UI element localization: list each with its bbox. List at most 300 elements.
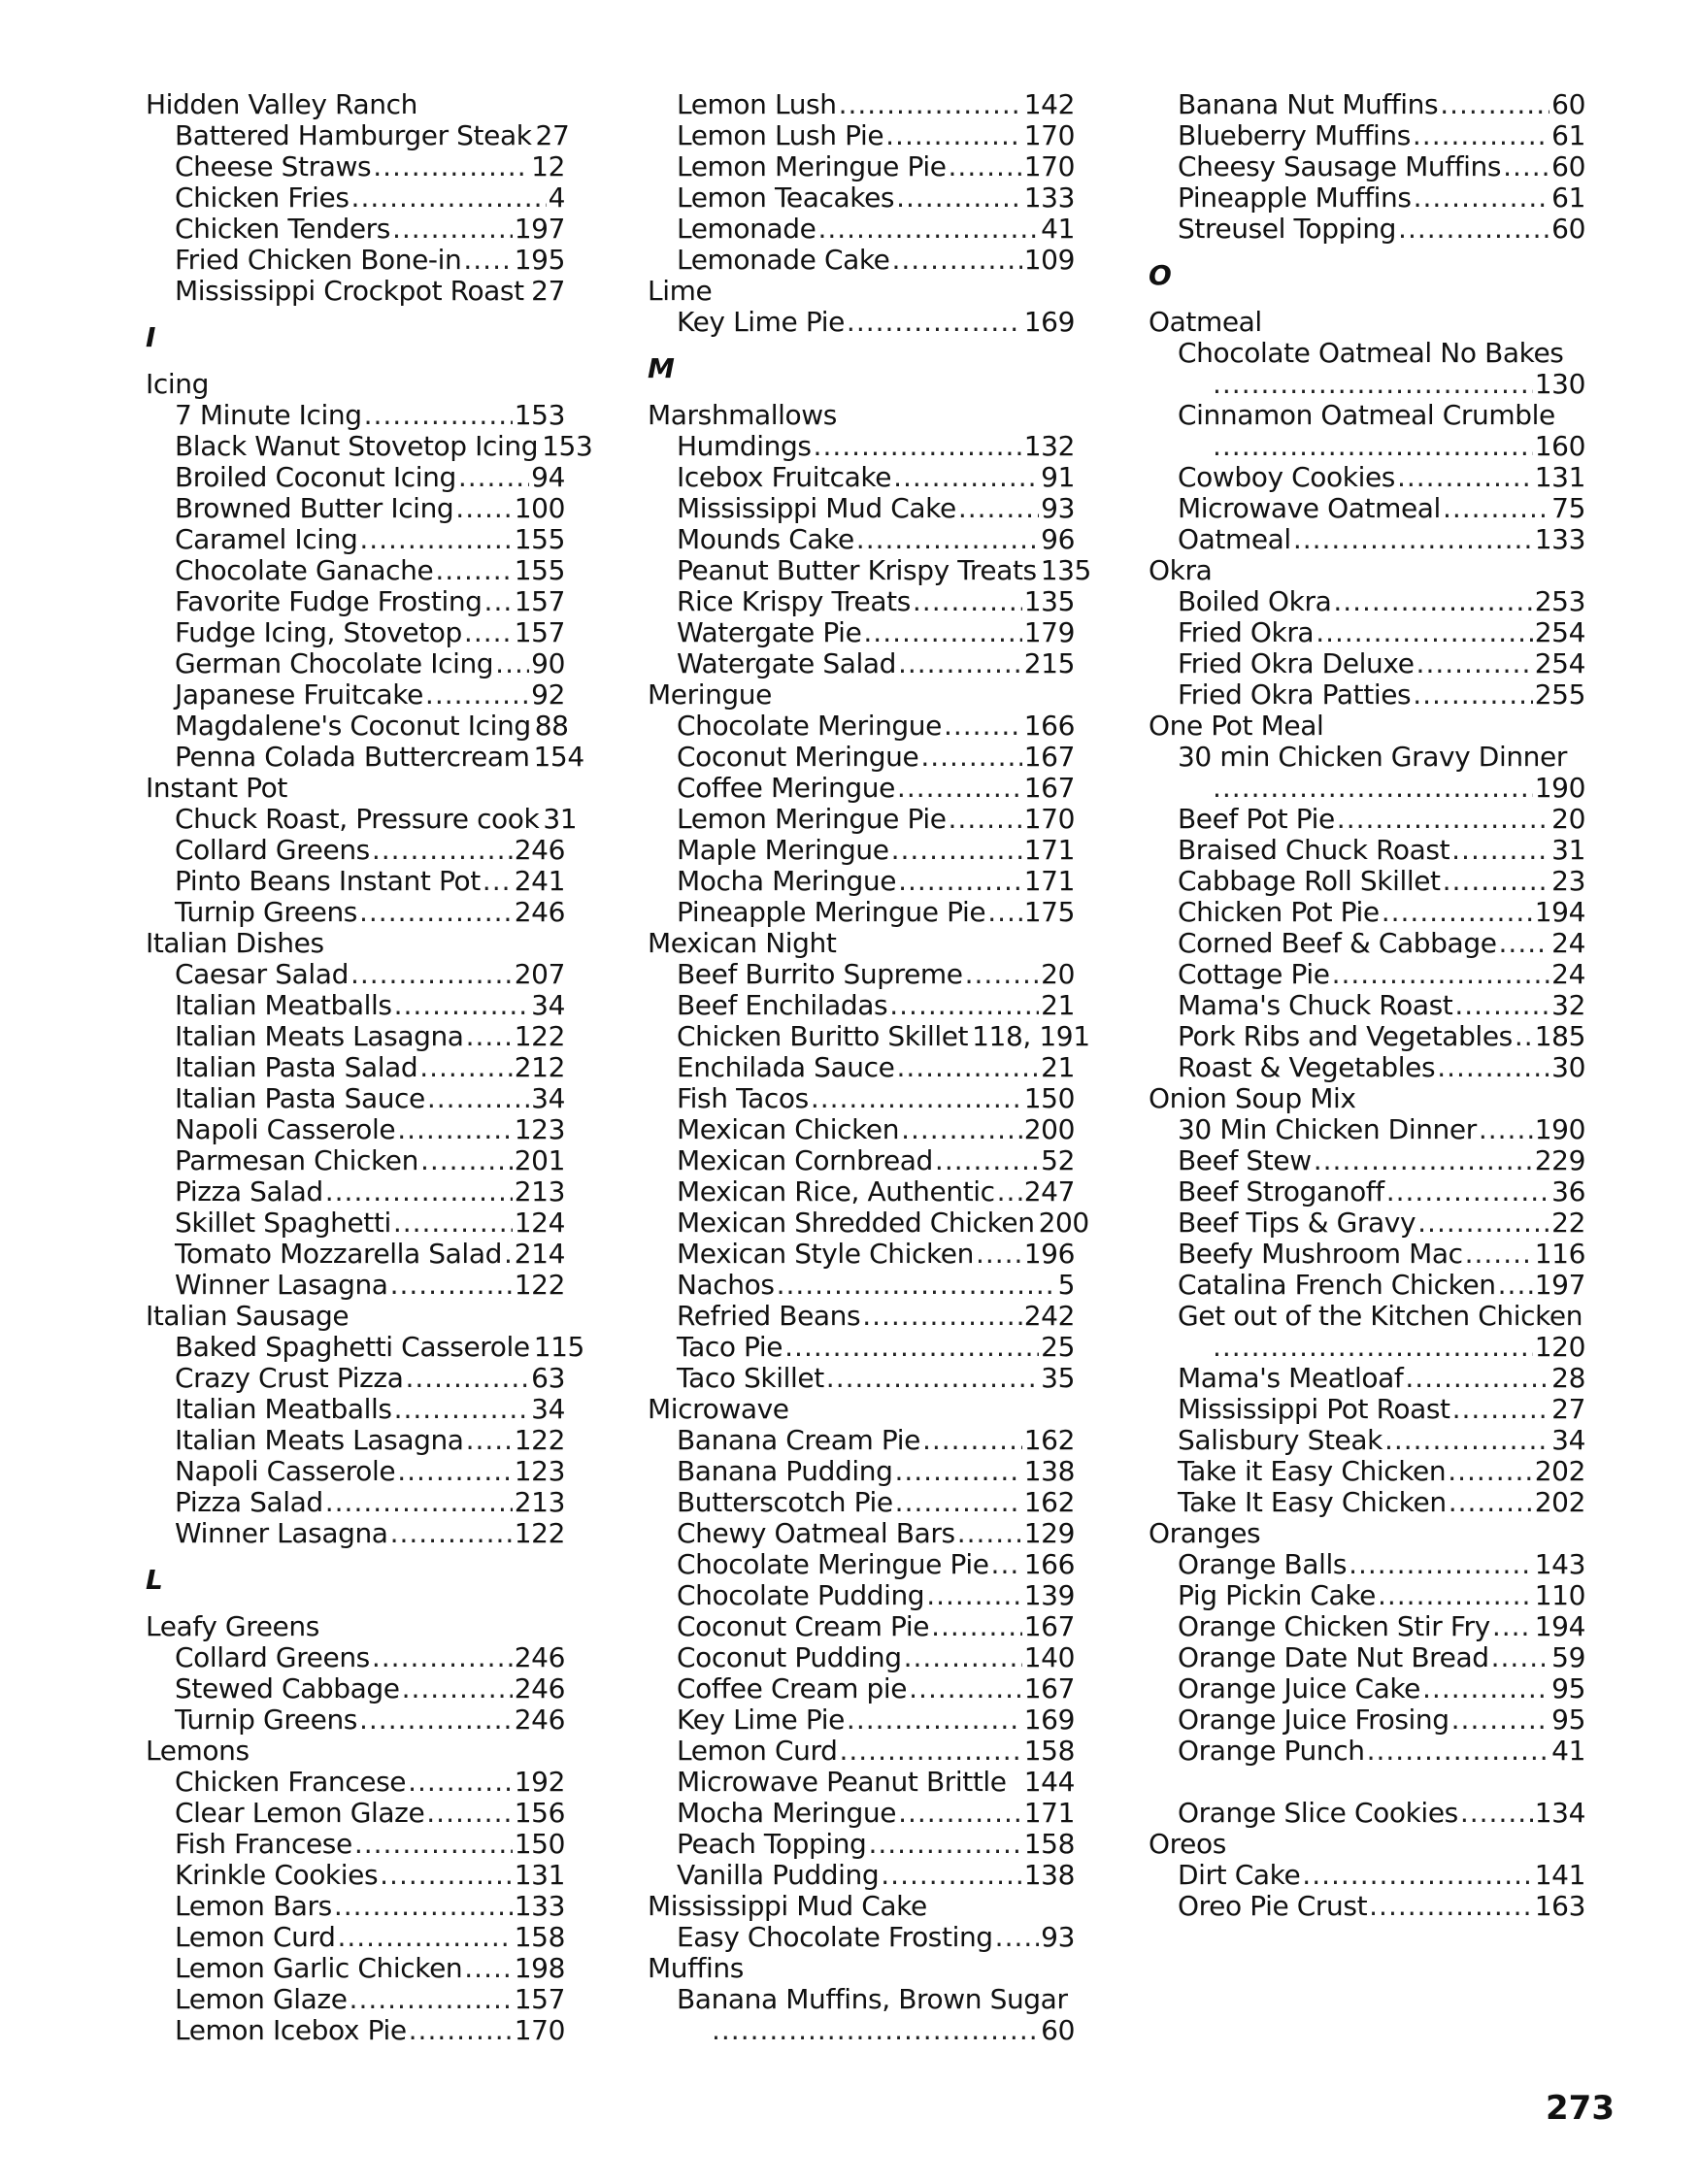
index-entry bbox=[1149, 1642, 1585, 1673]
index-entry bbox=[648, 1456, 1075, 1487]
entry-name: Chocolate Meringue Pie bbox=[677, 1548, 989, 1580]
entry-name: Beef Burrito Supreme bbox=[677, 958, 963, 990]
index-entry-continuation bbox=[1149, 773, 1585, 804]
index-entry bbox=[146, 1239, 565, 1270]
entry-page: 213 bbox=[514, 1486, 565, 1518]
entry-page: 60 bbox=[1551, 213, 1585, 245]
entry-page: 34 bbox=[1551, 1424, 1585, 1456]
leader-dots bbox=[1451, 1704, 1550, 1736]
index-entry bbox=[648, 1611, 1075, 1642]
entry-page: 34 bbox=[531, 1082, 565, 1114]
entry-name: Lemon Meringue Pie bbox=[677, 150, 947, 182]
entry-page: 150 bbox=[1023, 1082, 1075, 1114]
entry-page: 158 bbox=[1023, 1828, 1075, 1860]
leader-dots bbox=[868, 1829, 1021, 1860]
entry-page: 200 bbox=[1038, 1207, 1089, 1239]
leader-dots bbox=[359, 1704, 513, 1736]
entry-name: Mexican Style Chicken bbox=[677, 1238, 974, 1270]
entry-name: 30 min Chicken Gravy Dinner bbox=[1178, 741, 1567, 773]
entry-page: 93 bbox=[1041, 492, 1075, 524]
leader-dots bbox=[373, 151, 529, 182]
entry-page: 100 bbox=[514, 492, 565, 524]
index-entry bbox=[1149, 742, 1585, 773]
leader-dots bbox=[1316, 617, 1533, 648]
index-entry bbox=[1149, 1021, 1585, 1052]
index-entry bbox=[1149, 1270, 1585, 1301]
index-entry bbox=[146, 959, 565, 990]
entry-page: 27 bbox=[535, 119, 570, 151]
entry-name: Banana Muffins, Brown Sugar bbox=[677, 1983, 1068, 2015]
entry-name: Italian Pasta Salad bbox=[175, 1051, 418, 1083]
entry-page: 52 bbox=[1041, 1144, 1075, 1176]
entry-page: 36 bbox=[1551, 1175, 1585, 1208]
entry-page: 150 bbox=[514, 1828, 565, 1860]
entry-name: Nachos bbox=[677, 1269, 775, 1301]
index-entry bbox=[146, 1331, 584, 1363]
entry-name: Banana Nut Muffins bbox=[1178, 88, 1439, 120]
entry-page: 167 bbox=[1023, 1672, 1075, 1704]
entry-page: 246 bbox=[514, 896, 565, 928]
leader-dots bbox=[1384, 1425, 1549, 1456]
entry-page: 179 bbox=[1023, 616, 1075, 648]
entry-name: Clear Lemon Glaze bbox=[175, 1797, 425, 1829]
index-entry bbox=[648, 1083, 1075, 1114]
entry-page: 27 bbox=[1551, 1393, 1585, 1425]
leader-dots bbox=[1443, 493, 1549, 524]
leader-dots bbox=[359, 897, 513, 928]
index-entry bbox=[648, 1549, 1075, 1580]
index-heading: Marshmallows bbox=[648, 399, 837, 431]
entry-page: 12 bbox=[531, 150, 565, 182]
entry-name: Beef Tips & Gravy bbox=[1178, 1207, 1416, 1239]
index-entry bbox=[146, 524, 565, 555]
leader-dots bbox=[957, 1518, 1022, 1549]
index-entry bbox=[1149, 586, 1585, 617]
leader-dots bbox=[976, 1239, 1022, 1270]
index-entry bbox=[1149, 1208, 1585, 1239]
index-entry bbox=[648, 1301, 1075, 1332]
entry-name: Pizza Salad bbox=[175, 1486, 323, 1518]
leader-dots bbox=[889, 990, 1039, 1021]
index-entry bbox=[1149, 1301, 1585, 1332]
leader-dots bbox=[1499, 928, 1550, 959]
leader-dots bbox=[1498, 1270, 1533, 1301]
entry-page: 92 bbox=[531, 678, 565, 711]
entry-page: 212 bbox=[514, 1051, 565, 1083]
entry-page: 21 bbox=[1041, 989, 1075, 1021]
leader-dots bbox=[426, 1798, 512, 1829]
leader-dots bbox=[504, 1239, 513, 1270]
index-entry bbox=[648, 1332, 1075, 1363]
index-entry bbox=[146, 1518, 565, 1549]
entry-page: 4 bbox=[548, 182, 565, 214]
leader-dots bbox=[885, 120, 1022, 151]
index-entry bbox=[146, 151, 565, 182]
leader-dots bbox=[372, 1642, 513, 1673]
leader-dots bbox=[1369, 1891, 1533, 1922]
entry-name: Banana Pudding bbox=[677, 1455, 893, 1487]
entry-name: Boiled Okra bbox=[1178, 585, 1332, 617]
index-entry-continuation bbox=[648, 2015, 1075, 2046]
index-heading: Microwave bbox=[648, 1393, 789, 1425]
entry-page: 154 bbox=[533, 741, 584, 773]
entry-name: Mexican Chicken bbox=[677, 1113, 900, 1145]
index-entry bbox=[146, 276, 565, 307]
entry-name: Orange Juice Cake bbox=[1178, 1672, 1421, 1704]
index-entry bbox=[1149, 462, 1585, 493]
entry-name: Pizza Salad bbox=[175, 1175, 323, 1208]
entry-page: 122 bbox=[514, 1020, 565, 1052]
index-entry bbox=[648, 1580, 1075, 1611]
leader-dots bbox=[881, 1860, 1021, 1891]
entry-page: 131 bbox=[514, 1859, 565, 1891]
index-entry bbox=[146, 1642, 565, 1673]
entry-name: Italian Meats Lasagna bbox=[175, 1020, 464, 1052]
entry-name: Dirt Cake bbox=[1178, 1859, 1301, 1891]
entry-page: 192 bbox=[514, 1766, 565, 1798]
entry-name: Coconut Meringue bbox=[677, 741, 919, 773]
index-heading: Okra bbox=[1149, 554, 1213, 586]
index-entry bbox=[1149, 1239, 1585, 1270]
entry-page: 94 bbox=[531, 461, 565, 493]
entry-page: 194 bbox=[1534, 896, 1585, 928]
entry-page: 134 bbox=[1534, 1797, 1585, 1829]
entry-page: 61 bbox=[1551, 119, 1585, 151]
entry-name: Mama's Chuck Roast bbox=[1178, 989, 1453, 1021]
entry-page: 202 bbox=[1534, 1455, 1585, 1487]
entry-name: Krinkle Cookies bbox=[175, 1859, 379, 1891]
entry-name: Lemon Curd bbox=[175, 1921, 336, 1953]
index-entry bbox=[146, 2015, 565, 2046]
index-entry bbox=[1149, 1580, 1585, 1611]
entry-page: 144 bbox=[1023, 1766, 1075, 1798]
index-entry bbox=[1149, 1176, 1585, 1208]
entry-page: 194 bbox=[1534, 1610, 1585, 1642]
index-entry bbox=[648, 1487, 1075, 1518]
entry-name: Pineapple Muffins bbox=[1178, 182, 1412, 214]
index-entry bbox=[1149, 400, 1585, 431]
leader-dots bbox=[1314, 1145, 1533, 1176]
entry-name: Pig Pickin Cake bbox=[1178, 1579, 1376, 1611]
entry-page: 90 bbox=[531, 647, 565, 679]
leader-dots bbox=[1293, 524, 1533, 555]
entry-page: 116 bbox=[1534, 1238, 1585, 1270]
entry-name: 7 Minute Icing bbox=[175, 399, 362, 431]
index-entry bbox=[146, 1984, 565, 2015]
index-entry bbox=[146, 1456, 565, 1487]
entry-name: Turnip Greens bbox=[175, 896, 357, 928]
index-heading: Italian Dishes bbox=[146, 927, 324, 959]
leader-dots bbox=[896, 1052, 1039, 1083]
entry-name: Chicken Francese bbox=[175, 1766, 407, 1798]
entry-name: Oreo Pie Crust bbox=[1178, 1890, 1368, 1922]
leader-dots bbox=[1443, 866, 1550, 897]
leader-dots bbox=[1367, 1736, 1550, 1767]
entry-name: Easy Chocolate Frosting bbox=[677, 1921, 993, 1953]
entry-page: 213 bbox=[514, 1175, 565, 1208]
index-heading: Meringue bbox=[648, 678, 772, 711]
entry-name: Fish Tacos bbox=[677, 1082, 809, 1114]
index-entry bbox=[648, 182, 1075, 214]
leader-dots bbox=[1398, 214, 1549, 245]
index-entry bbox=[648, 1052, 1075, 1083]
entry-page: 167 bbox=[1023, 772, 1075, 804]
entry-name: Winner Lasagna bbox=[175, 1517, 388, 1549]
entry-name: Mexican Cornbread bbox=[677, 1144, 933, 1176]
index-entry bbox=[648, 462, 1075, 493]
leader-dots bbox=[1386, 1176, 1549, 1208]
entry-page: 27 bbox=[531, 275, 565, 307]
leader-dots bbox=[397, 1114, 513, 1145]
entry-page: 34 bbox=[531, 989, 565, 1021]
leader-dots bbox=[1213, 369, 1533, 400]
entry-page: 246 bbox=[514, 834, 565, 866]
index-entry bbox=[648, 151, 1075, 182]
index-entry bbox=[146, 835, 565, 866]
index-entry bbox=[146, 586, 565, 617]
index-entry bbox=[648, 835, 1075, 866]
entry-page: 141 bbox=[1534, 1859, 1585, 1891]
entry-name: Pinto Beans Instant Pot bbox=[175, 865, 481, 897]
entry-name: Mocha Meringue bbox=[677, 1797, 897, 1829]
leader-dots bbox=[1213, 1332, 1533, 1363]
index-entry bbox=[648, 1363, 1075, 1394]
entry-name: Beef Stew bbox=[1178, 1144, 1312, 1176]
index-entry bbox=[1149, 214, 1585, 245]
index-entry bbox=[146, 1394, 565, 1425]
leader-dots bbox=[997, 1176, 1022, 1208]
entry-name: Fried Okra Deluxe bbox=[1178, 647, 1415, 679]
entry-page: 170 bbox=[1023, 119, 1075, 151]
index-entry bbox=[648, 1239, 1075, 1270]
entry-page: 31 bbox=[543, 803, 578, 835]
leader-dots bbox=[455, 493, 512, 524]
index-entry bbox=[146, 1052, 565, 1083]
leader-dots bbox=[826, 1363, 1039, 1394]
entry-page: 115 bbox=[533, 1331, 584, 1363]
leader-dots bbox=[712, 2015, 1039, 2046]
index-entry bbox=[648, 1984, 1075, 2015]
index-entry bbox=[1149, 89, 1585, 120]
entry-name: Mexican Rice, Authentic bbox=[677, 1175, 995, 1208]
entry-page: 123 bbox=[514, 1455, 565, 1487]
entry-name: Beef Enchiladas bbox=[677, 989, 888, 1021]
entry-page: 160 bbox=[1534, 430, 1585, 462]
leader-dots bbox=[811, 1083, 1022, 1114]
index-entry-continuation bbox=[1149, 431, 1585, 462]
entry-page: 21 bbox=[1041, 1051, 1075, 1083]
entry-page: 122 bbox=[514, 1517, 565, 1549]
entry-page: 196 bbox=[1023, 1238, 1075, 1270]
entry-name: Mounds Cake bbox=[677, 523, 854, 555]
entry-name: Catalina French Chicken bbox=[1178, 1269, 1496, 1301]
index-entry bbox=[648, 959, 1075, 990]
index-entry bbox=[1149, 524, 1585, 555]
entry-page: 156 bbox=[514, 1797, 565, 1829]
index-entry bbox=[1149, 1673, 1585, 1704]
entry-page: 122 bbox=[514, 1269, 565, 1301]
index-entry bbox=[648, 1114, 1075, 1145]
entry-page: 61 bbox=[1551, 182, 1585, 214]
entry-page: 91 bbox=[1041, 461, 1075, 493]
leader-dots bbox=[814, 431, 1022, 462]
entry-page: 23 bbox=[1551, 865, 1585, 897]
entry-name: Refried Beans bbox=[677, 1300, 861, 1332]
entry-name: Black Wanut Stovetop Icing bbox=[175, 430, 539, 462]
index-entry bbox=[146, 1673, 565, 1704]
entry-name: Baked Spaghetti Casserole bbox=[175, 1331, 530, 1363]
entry-page: 215 bbox=[1023, 647, 1075, 679]
entry-page: 201 bbox=[514, 1144, 565, 1176]
entry-name: Lemonade bbox=[677, 213, 816, 245]
entry-name: Banana Cream Pie bbox=[677, 1424, 920, 1456]
entry-page: 253 bbox=[1534, 585, 1585, 617]
leader-dots bbox=[1515, 1021, 1533, 1052]
leader-dots bbox=[380, 1860, 513, 1891]
index-entry bbox=[1149, 1860, 1585, 1891]
entry-name: Stewed Cabbage bbox=[175, 1672, 400, 1704]
entry-page: 118, 191 bbox=[972, 1020, 1090, 1052]
index-entry bbox=[648, 554, 1091, 586]
index-entry bbox=[648, 89, 1075, 120]
entry-page: 25 bbox=[1041, 1331, 1075, 1363]
index-entry bbox=[1149, 1487, 1585, 1518]
index-entry bbox=[146, 1953, 565, 1984]
index-entry bbox=[146, 1114, 565, 1145]
entry-name: Coconut Cream Pie bbox=[677, 1610, 930, 1642]
leader-dots bbox=[991, 1549, 1022, 1580]
entry-page: 254 bbox=[1534, 647, 1585, 679]
leader-dots bbox=[1422, 1673, 1549, 1704]
index-entry bbox=[648, 1207, 1089, 1239]
entry-page: 124 bbox=[514, 1207, 565, 1239]
leader-dots bbox=[334, 1891, 513, 1922]
index-entry bbox=[1149, 1114, 1585, 1145]
entry-name: Skillet Spaghetti bbox=[175, 1207, 391, 1239]
entry-page: 93 bbox=[1041, 1921, 1075, 1953]
entry-page: 254 bbox=[1534, 616, 1585, 648]
index-entry bbox=[648, 1020, 1090, 1052]
leader-dots bbox=[926, 1580, 1022, 1611]
index-entry bbox=[1149, 648, 1585, 679]
index-heading: Mexican Night bbox=[648, 927, 837, 959]
leader-dots bbox=[909, 1673, 1022, 1704]
entry-page: 169 bbox=[1023, 306, 1075, 338]
index-entry bbox=[146, 555, 565, 586]
leader-dots bbox=[390, 1270, 513, 1301]
index-heading: Instant Pot bbox=[146, 772, 287, 804]
entry-name: Mississippi Pot Roast bbox=[1178, 1393, 1450, 1425]
entry-name: Collard Greens bbox=[175, 834, 370, 866]
entry-name: Blueberry Muffins bbox=[1178, 119, 1411, 151]
leader-dots bbox=[1452, 1394, 1550, 1425]
entry-page: 109 bbox=[1023, 244, 1075, 276]
leader-dots bbox=[904, 1642, 1022, 1673]
entry-page: 142 bbox=[1023, 88, 1075, 120]
entry-page: 96 bbox=[1041, 523, 1075, 555]
leader-dots bbox=[1492, 1611, 1533, 1642]
entry-page: 158 bbox=[1023, 1735, 1075, 1767]
entry-page: 170 bbox=[514, 2014, 565, 2046]
leader-dots bbox=[464, 617, 513, 648]
index-entry bbox=[146, 400, 565, 431]
index-heading: Oreos bbox=[1149, 1828, 1226, 1860]
entry-name: Italian Meats Lasagna bbox=[175, 1424, 464, 1456]
index-heading: Onion Soup Mix bbox=[1149, 1082, 1356, 1114]
index-entry bbox=[146, 1767, 565, 1798]
leader-dots bbox=[464, 1953, 512, 1984]
leader-dots bbox=[893, 462, 1039, 493]
entry-name: Italian Pasta Sauce bbox=[175, 1082, 425, 1114]
entry-name: Orange Date Nut Bread bbox=[1178, 1641, 1489, 1673]
entry-page: 138 bbox=[1023, 1859, 1075, 1891]
index-entry bbox=[648, 1922, 1075, 1953]
entry-page: 163 bbox=[1534, 1890, 1585, 1922]
leader-dots bbox=[817, 214, 1039, 245]
entry-page: 198 bbox=[514, 1952, 565, 1984]
index-entry bbox=[146, 182, 565, 214]
entry-name: Lemon Lush Pie bbox=[677, 119, 884, 151]
leader-dots bbox=[949, 151, 1022, 182]
entry-name: Orange Balls bbox=[1178, 1548, 1348, 1580]
index-heading: Oatmeal bbox=[1149, 306, 1262, 338]
entry-name: Salisbury Steak bbox=[1178, 1424, 1383, 1456]
leader-dots bbox=[1451, 835, 1549, 866]
entry-page: 153 bbox=[542, 430, 593, 462]
index-entry bbox=[146, 648, 565, 679]
index-entry bbox=[1149, 1052, 1585, 1083]
index-entry bbox=[1149, 928, 1585, 959]
leader-dots bbox=[777, 1270, 1056, 1301]
leader-dots bbox=[913, 586, 1022, 617]
leader-dots bbox=[392, 214, 513, 245]
entry-page: 110 bbox=[1534, 1579, 1585, 1611]
entry-page: 131 bbox=[1534, 461, 1585, 493]
entry-name: Take it Easy Chicken bbox=[1178, 1455, 1447, 1487]
leader-dots bbox=[393, 1208, 513, 1239]
leader-dots bbox=[325, 1176, 513, 1208]
entry-name: Crazy Crust Pizza bbox=[175, 1362, 404, 1394]
leader-dots bbox=[958, 493, 1039, 524]
entry-page: 185 bbox=[1534, 1020, 1585, 1052]
index-entry bbox=[648, 1270, 1075, 1301]
index-entry bbox=[648, 586, 1075, 617]
entry-name: Cheese Straws bbox=[175, 150, 372, 182]
entry-name: Lemonade Cake bbox=[677, 244, 890, 276]
index-entry bbox=[146, 119, 570, 151]
index-heading: Leafy Greens bbox=[146, 1610, 319, 1642]
entry-page: 22 bbox=[1551, 1207, 1585, 1239]
leader-dots bbox=[1333, 586, 1532, 617]
entry-page: 155 bbox=[514, 523, 565, 555]
index-entry bbox=[648, 524, 1075, 555]
entry-name: Chocolate Meringue bbox=[677, 710, 942, 742]
index-entry-continuation bbox=[1149, 1332, 1585, 1363]
entry-page: 158 bbox=[514, 1921, 565, 1953]
leader-dots bbox=[839, 1736, 1021, 1767]
index-entry bbox=[648, 1736, 1075, 1767]
entry-name: German Chocolate Icing bbox=[175, 647, 494, 679]
index-heading: Lime bbox=[648, 275, 713, 307]
entry-name: Oatmeal bbox=[1178, 523, 1291, 555]
index-entry bbox=[146, 462, 565, 493]
leader-dots bbox=[495, 648, 529, 679]
index-entry bbox=[648, 866, 1075, 897]
index-entry bbox=[1149, 679, 1585, 711]
leader-dots bbox=[463, 245, 512, 276]
leader-dots bbox=[1465, 1239, 1533, 1270]
leader-dots bbox=[891, 835, 1022, 866]
